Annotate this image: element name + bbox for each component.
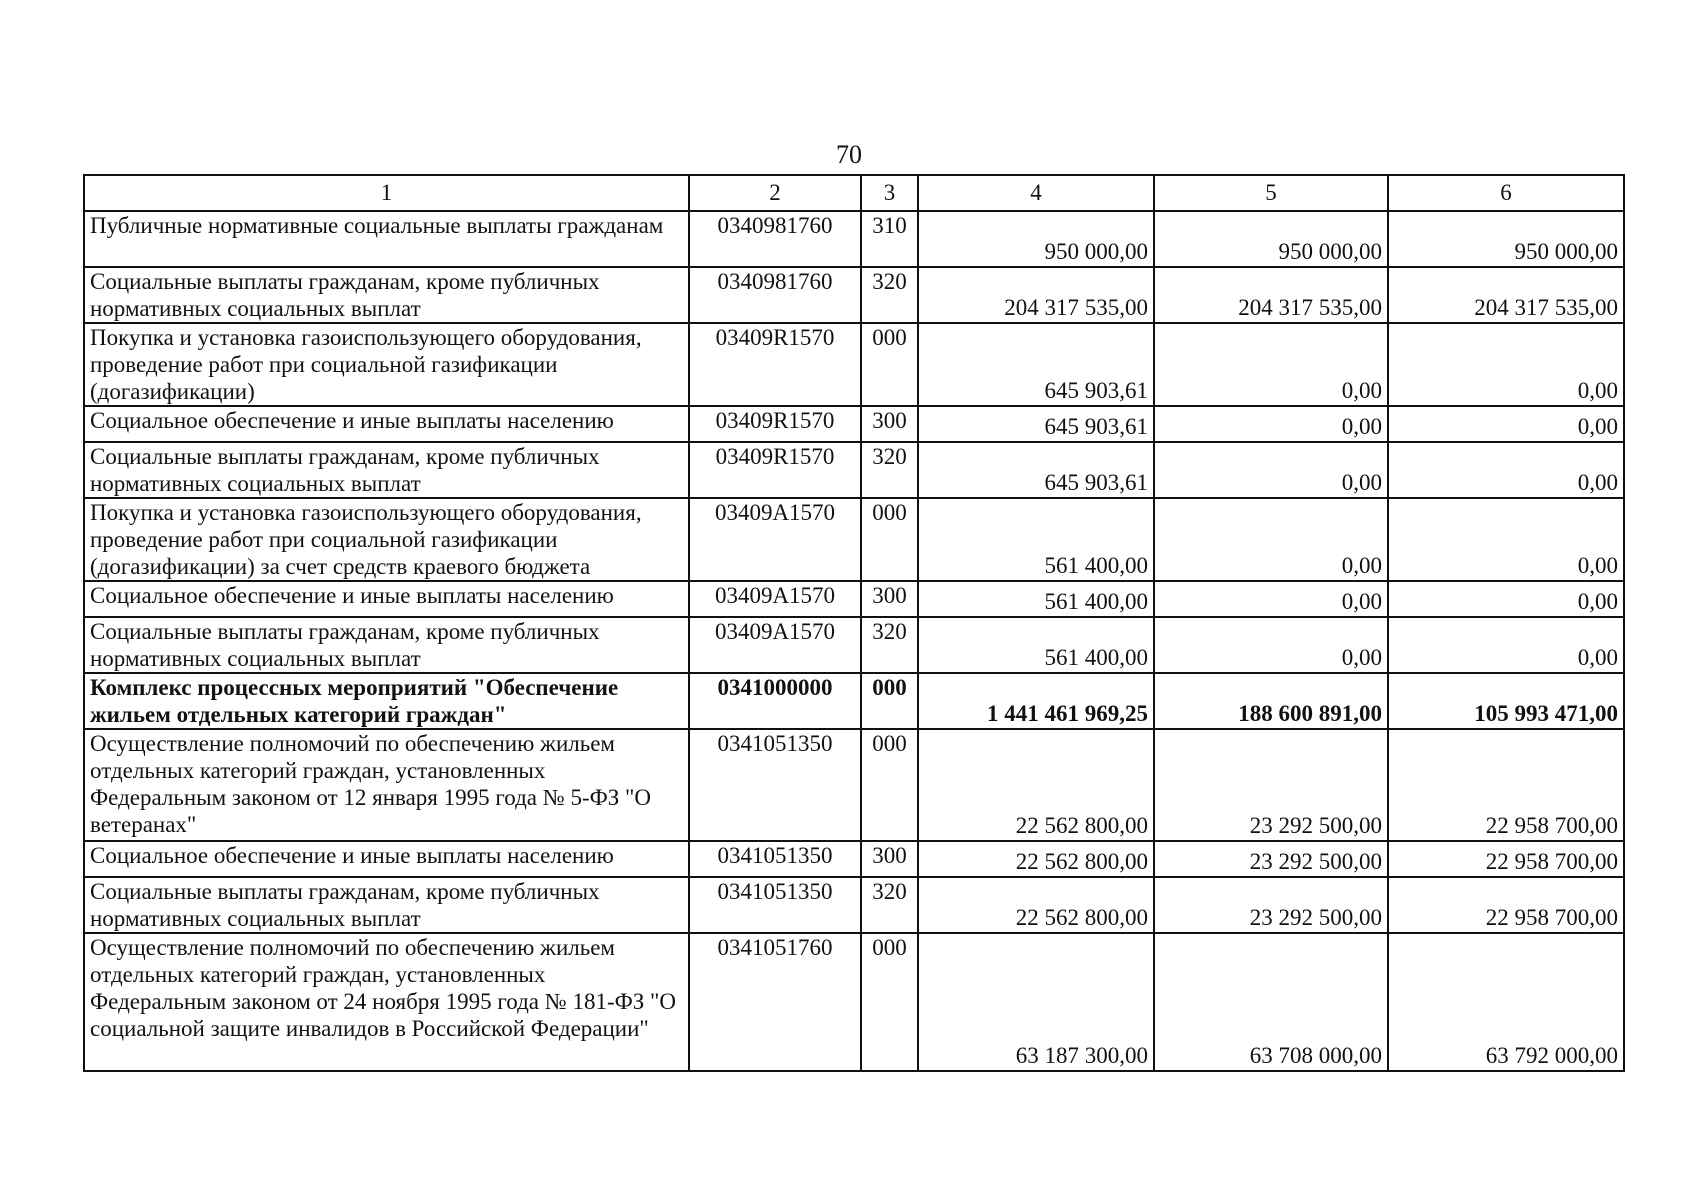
row-target-code: 03409A1570 [689,581,861,617]
table-row [84,323,1624,406]
row-name: Покупка и установка газоиспользующего оборудования, проведение работ при социальной газификации (догазификации) [84,323,689,406]
table-row [84,617,1624,673]
row-name: Социальные выплаты гражданам, кроме публичных нормативных социальных выплат [84,442,689,498]
row-name: Социальное обеспечение и иные выплаты населению [84,581,689,617]
row-name: Социальные выплаты гражданам, кроме публичных нормативных социальных выплат [84,877,689,933]
row-target-code: 03409R1570 [689,323,861,406]
row-amount-col4: 63 187 300,00 [918,933,1154,1071]
column-number-header-row [84,175,1624,211]
row-amount-col6: 204 317 535,00 [1388,267,1624,323]
row-amount-col5: 0,00 [1154,581,1388,617]
row-name: Публичные нормативные социальные выплаты гражданам [84,211,689,267]
row-expense-type: 000 [861,933,918,1071]
row-name: Социальные выплаты гражданам, кроме публичных нормативных социальных выплат [84,617,689,673]
table-row [84,877,1624,933]
row-target-code: 03409R1570 [689,406,861,442]
row-target-code: 0341051350 [689,729,861,841]
row-expense-type: 310 [861,211,918,267]
row-name: Социальное обеспечение и иные выплаты населению [84,841,689,877]
row-target-code: 03409R1570 [689,442,861,498]
row-amount-col4: 950 000,00 [918,211,1154,267]
row-name: Социальные выплаты гражданам, кроме публичных нормативных социальных выплат [84,267,689,323]
row-amount-col4: 561 400,00 [918,498,1154,581]
row-name: Покупка и установка газоиспользующего оборудования, проведение работ при социальной газификации (догазификации) за счет средств краевого бюджета [84,498,689,581]
row-amount-col5: 23 292 500,00 [1154,729,1388,841]
table-row [84,729,1624,841]
row-target-code: 0341051760 [689,933,861,1071]
row-amount-col6: 0,00 [1388,442,1624,498]
row-name: Осуществление полномочий по обеспечению жильем отдельных категорий граждан, установленных Федеральным законом от 12 января 1995 года № 5-ФЗ "О ветеранах" [84,729,689,841]
row-amount-col5: 0,00 [1154,617,1388,673]
row-amount-col4: 561 400,00 [918,617,1154,673]
row-amount-col5: 0,00 [1154,442,1388,498]
row-name: Осуществление полномочий по обеспечению жильем отдельных категорий граждан, установленных Федеральным законом от 24 ноября 1995 года № 181-ФЗ "О социальной защите инвалидов в Российской Федерации" [84,933,689,1071]
header-cell: 3 [861,175,918,211]
row-expense-type: 300 [861,406,918,442]
row-amount-col5: 204 317 535,00 [1154,267,1388,323]
header-cell: 1 [84,175,689,211]
row-expense-type: 300 [861,581,918,617]
row-target-code: 0340981760 [689,267,861,323]
header-cell: 6 [1388,175,1624,211]
table-row [84,406,1624,442]
table-row [84,267,1624,323]
row-amount-col4: 561 400,00 [918,581,1154,617]
row-target-code: 0341051350 [689,877,861,933]
row-expense-type: 000 [861,323,918,406]
table-row [84,841,1624,877]
row-target-code: 0341000000 [689,673,861,729]
row-target-code: 03409A1570 [689,498,861,581]
budget-table [83,174,1625,1072]
row-amount-col6: 0,00 [1388,323,1624,406]
row-amount-col5: 0,00 [1154,406,1388,442]
header-cell: 2 [689,175,861,211]
row-amount-col4: 1 441 461 969,25 [918,673,1154,729]
row-amount-col6: 0,00 [1388,406,1624,442]
row-expense-type: 320 [861,267,918,323]
row-expense-type: 300 [861,841,918,877]
table-row [84,498,1624,581]
row-expense-type: 000 [861,673,918,729]
table-row [84,442,1624,498]
row-amount-col6: 22 958 700,00 [1388,729,1624,841]
row-amount-col4: 22 562 800,00 [918,877,1154,933]
row-amount-col4: 645 903,61 [918,323,1154,406]
row-amount-col6: 63 792 000,00 [1388,933,1624,1071]
row-amount-col4: 645 903,61 [918,406,1154,442]
row-amount-col6: 0,00 [1388,498,1624,581]
row-expense-type: 320 [861,617,918,673]
table-row-section-total [84,673,1624,729]
row-expense-type: 320 [861,442,918,498]
row-amount-col6: 0,00 [1388,617,1624,673]
row-amount-col6: 22 958 700,00 [1388,841,1624,877]
header-cell: 5 [1154,175,1388,211]
row-amount-col5: 23 292 500,00 [1154,877,1388,933]
row-amount-col5: 0,00 [1154,323,1388,406]
table-row [84,933,1624,1071]
row-name: Комплекс процессных мероприятий "Обеспечение жильем отдельных категорий граждан" [84,673,689,729]
row-amount-col5: 950 000,00 [1154,211,1388,267]
row-expense-type: 320 [861,877,918,933]
row-amount-col6: 0,00 [1388,581,1624,617]
table-row [84,581,1624,617]
row-amount-col6: 950 000,00 [1388,211,1624,267]
row-expense-type: 000 [861,498,918,581]
table-row [84,211,1624,267]
row-amount-col6: 22 958 700,00 [1388,877,1624,933]
row-expense-type: 000 [861,729,918,841]
row-target-code: 0340981760 [689,211,861,267]
header-cell: 4 [918,175,1154,211]
row-amount-col5: 23 292 500,00 [1154,841,1388,877]
row-amount-col5: 188 600 891,00 [1154,673,1388,729]
row-amount-col4: 204 317 535,00 [918,267,1154,323]
row-name: Социальное обеспечение и иные выплаты населению [84,406,689,442]
row-target-code: 03409A1570 [689,617,861,673]
page-number: 70 [836,140,862,169]
row-amount-col4: 22 562 800,00 [918,729,1154,841]
row-target-code: 0341051350 [689,841,861,877]
row-amount-col5: 63 708 000,00 [1154,933,1388,1071]
row-amount-col4: 645 903,61 [918,442,1154,498]
row-amount-col5: 0,00 [1154,498,1388,581]
row-amount-col6: 105 993 471,00 [1388,673,1624,729]
row-amount-col4: 22 562 800,00 [918,841,1154,877]
